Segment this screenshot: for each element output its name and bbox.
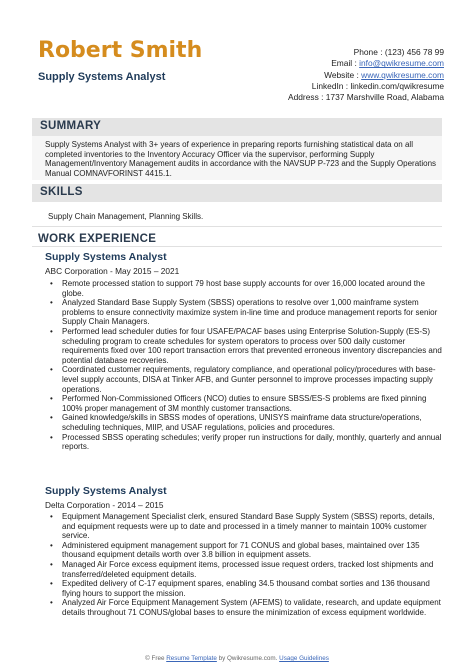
contact-email-link[interactable]: info@qwikresume.com bbox=[359, 58, 444, 69]
footer-usage-guidelines-link[interactable]: Usage Guidelines bbox=[279, 655, 329, 662]
summary-heading-bar bbox=[32, 118, 442, 136]
list-item: • Processed SBSS operating schedules; verify proper run instructions for daily, monthly, quarterly and annual reports. bbox=[50, 433, 442, 452]
list-item: • Managed Air Force excess equipment items, processed issue request orders, tracked lost shipments and transferred/deleted equipment details. bbox=[50, 560, 442, 579]
summary-heading: SUMMARY bbox=[40, 120, 102, 132]
contact-phone-label: Phone : bbox=[353, 47, 383, 57]
contact-email bbox=[288, 58, 444, 69]
list-item: • Equipment Management Specialist clerk, ensured Standard Base Supply System (SBSS) reports, details, and equipment requests were up to date and processed in a timely manner to maintain 100% customer service. bbox=[50, 512, 442, 541]
footer-resume-template-link[interactable]: Resume Template bbox=[166, 655, 217, 662]
contact-website bbox=[288, 70, 444, 81]
skills-heading: SKILLS bbox=[40, 186, 83, 198]
candidate-role: Supply Systems Analyst bbox=[38, 71, 166, 83]
skills-text: Supply Chain Management, Planning Skills. bbox=[48, 212, 204, 221]
list-item: • Coordinated customer requirements, regulatory compliance, and operational policy/procedures with base-level supply accounts, DISA at Tinker AFB, and Gunter personnel to improve processes impacting supply operations. bbox=[50, 365, 442, 394]
contact-linkedin bbox=[288, 81, 444, 92]
contact-address bbox=[288, 92, 444, 103]
list-item: • Remote processed station to support 79 host base supply accounts for over 16,000 located around the globe. bbox=[50, 279, 442, 298]
work-experience-heading: WORK EXPERIENCE bbox=[38, 233, 157, 245]
job-1-bullets bbox=[50, 279, 442, 452]
contact-email-label: Email : bbox=[331, 58, 357, 69]
work-experience-divider bbox=[32, 246, 442, 247]
summary-text: Supply Systems Analyst with 3+ years of experience in preparing reports furnishing statistical data on all completed inventories to the Inventory Accuracy Officer via the supervisor, performing Supply Management/Inventory Management audits in accordance with the NAVSUP P-723 and the Supply Operations Manual COMNAVFORINST 4415.1. bbox=[45, 140, 437, 178]
contact-website-label: Website : bbox=[324, 69, 359, 80]
footer-middle: by Qwikresume.com. bbox=[218, 655, 278, 662]
list-item: • Administered equipment management support for 71 CONUS and global bases, maintained over 135 thousand equipment details worth over 3.8 billion in equipment assets. bbox=[50, 541, 442, 560]
contact-phone-value: (123) 456 78 99 bbox=[384, 47, 444, 57]
list-item: • Analyzed Air Force Equipment Management System (AFEMS) to validate, research, and update equipment details throughout 71 CONUS/global bases to ensure the minimization of excess equipment worldwide. bbox=[50, 598, 442, 617]
list-item: • Gained knowledge/skills in SBSS modes of operations, UNISYS mainframe data structure/operations, scheduling techniques, MIIP, and USAF regulations, policies and procedures. bbox=[50, 413, 442, 432]
list-item: • Performed lead scheduler duties for four USAFE/PACAF bases using Enterprise Solution-Supply (ES-S) scheduling program to create schedules for system operators to process over 500 daily customer requirements fixed over 100 report transaction errors that prevented erroneous inventory discrepancies and potential database recoveries. bbox=[50, 327, 442, 365]
job-2-title: Supply Systems Analyst bbox=[45, 485, 167, 497]
list-item: • Performed Non-Commissioned Officers (NCO) duties to ensure SBSS/ES-S problems are fixed pinning 100% proper management of 3M monthly customer transactions. bbox=[50, 394, 442, 413]
job-2-bullets bbox=[50, 512, 442, 618]
contact-address-value: 1737 Marshville Road, Alabama bbox=[325, 92, 444, 103]
resume-header bbox=[0, 0, 474, 118]
contact-block bbox=[288, 47, 444, 103]
contact-website-link[interactable]: www.qwikresume.com bbox=[361, 69, 444, 80]
job-1-title: Supply Systems Analyst bbox=[45, 251, 167, 263]
skills-heading-bar bbox=[32, 184, 442, 202]
footer-prefix: © Free bbox=[145, 655, 165, 662]
page-footer bbox=[0, 655, 474, 662]
job-1-meta: ABC Corporation - May 2015 – 2021 bbox=[45, 266, 180, 276]
job-2-meta: Delta Corporation - 2014 – 2015 bbox=[45, 500, 164, 510]
contact-phone bbox=[288, 47, 444, 58]
contact-linkedin-value: LinkedIn : linkedin.com/qwikresume bbox=[311, 80, 444, 91]
contact-address-label: Address : bbox=[288, 92, 324, 103]
list-item: • Expedited delivery of C-17 equipment spares, enabling 34.5 thousand combat sorties and 136 thousand flying hours to support the mission. bbox=[50, 579, 442, 598]
list-item: • Analyzed Standard Base Supply System (SBSS) operations to resolve over 1,000 mainframe system problems to ensure connectivity maximize system in-line time and produce management reports for senior Supply Chain Managers. bbox=[50, 298, 442, 327]
candidate-name: Robert Smith bbox=[38, 38, 203, 63]
